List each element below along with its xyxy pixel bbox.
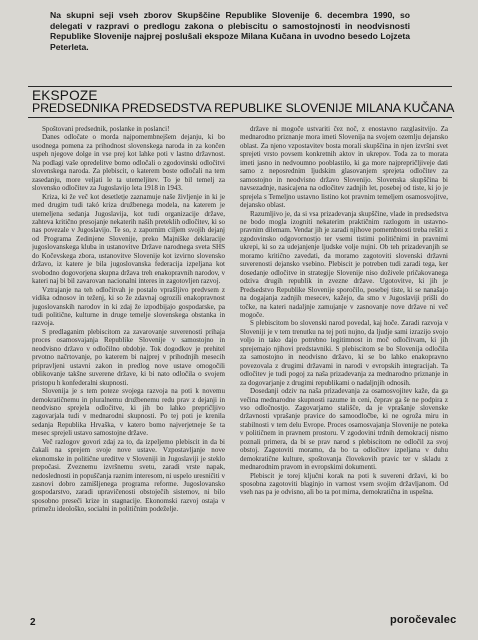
paragraph: Spoštovani predsednik, poslanke in poslanci! bbox=[42, 125, 170, 133]
heading-line-2: PREDSEDNIKA PREDSEDSTVA REPUBLIKE SLOVENIJE MILANA KUČANA bbox=[32, 101, 455, 115]
paragraph: Več razlogov govori zdaj za to, da izpeljemo plebiscit in da bi čakali na sprejem svoje nove ustave. Vzpostavljanje nove ekonomske in politične ureditve v Sloveniji in Jugoslaviji je steklo prepočasi. Zveznemu izvršnemu svetu, zaradi vrste napak, nedoslednosti in popuščanja raznim interesom, ni uspelo uresničiti v zasnovi dobro zamišljenega programa reforme. Jugoslovansko gospodarstvo, zaradi upravičenosti obstoječih sistemov, ni bilo sposobno preseči krize in stagnacije. Ekonomski razvoj ostaja v primežu ideološko, socialni in političnim podeželje. bbox=[32, 437, 225, 514]
paragraph: Plebiscit je torej ključni korak na poti k suvereni državi, ki bo sposobna zagotoviti blaginjo in varnost vsem svojim državljanom. Od vseh nas pa je odvisno, ali bo ta pot mirna, demokratična in uspešna. bbox=[240, 471, 448, 497]
left-column bbox=[32, 125, 225, 605]
paragraph: Vztrajanje na teh odločitvah je postalo vprašljivo predvsem z vidika odnosov in teženj, ki so že zdavnaj ogrozili enakopravnost jugoslovanskih narodov in ki zdaj že izpodbijajo gospodarske, pa tudi politične, kulturne in druge temelje slovenskega obstanka in razvoja. bbox=[32, 285, 225, 328]
paragraph: Dosedanji odziv na naša prizadevanja za osamosvojitev kaže, da ga večina mednarodne skupnosti razume in ceni, čeprav ga še ne podpira z vso odločnostjo. Zagovarjamo stališče, da je vprašanje slovenske državnosti vprašanje pravice do samoodločbe, ki ne ogroža miru in stabilnosti v tem delu Evrope. Proces osamosvajanja Slovenije ne poteka v političnem in pravnem prostoru. V zgodovini trdnih demokracij nismo poznali primera, da bi se prav narod s plebiscitom ne odločil za svoj obstoj. Zagotoviti moramo, da bo ta odločitev izpeljana v duhu demokratične kulture, spoštovanja človekovih pravic ter v skladu z mednarodnim pravom in evropskimi dokumenti. bbox=[240, 387, 448, 472]
paragraph: Razumljivo je, da si vsa prizadevanja skupščine, vlade in predsedstva ne bodo mogla izogniti nekaterim praktičnim razlogom in ustavno-pravnim dilemam. Vendar jih je zaradi njihove pomembnosti treba rešiti z zgodovinsko odgovornostjo ter vsemi tistimi političnimi in pravnimi ukrepi, ki so za udejanjenje ljudske volje nujni. Ob teh prizadevanjih se moramo kritično zavedati, da moramo zagotoviti slovenski državni suverenosti dejansko vsebino. Plebiscit je potreben tudi zaradi tega, ker dosedanje odločitve in strategije Slovenije niso doživele pričakovanega odziva drugih republik in zvezne države. Ugotovitve, ki jih je Predsedstvo Republike Slovenije sporočilo, posebej tiste, ki se nanašajo na dogajanja zadnjih mesecev, kažejo, da smo v Jugoslaviji prišli do točke, na kateri nadaljnje zamujanje v zasnovanje nove države ni več mogoče. bbox=[240, 209, 448, 319]
paragraph: države ni mogoče ustvariti čez noč, z enostavno razglasitvijo. Za mednarodno priznanje mora imeti Slovenija na svojem ozemlju dejansko oblast. Za njeno vzpostavitev bosta morali skupščina in njen izvršni svet sprejeti vrsto povsem konkretnih aktov in ukrepov. Toda za to morata imeti jasno in nedvoumno pooblastilo, ki ga more najprepričljiveje dati samo z neposrednim ljudskim glasovanjem sprejeta odločitev za samostojno in neodvisno državo Slovenijo. Slovenska skupščina bi navsezadnje, nasicajena na odločitev zadnjih let, posebej od tiste, ki jo je sprejela s Temeljno ustavno listino kot pravnim temeljem osamosvojitve, dejansko oblast. bbox=[240, 125, 448, 210]
paragraph: S plebiscitom bo slovenski narod povedal, kaj hoče. Zaradi razvoja v Sloveniji je v tem trenutku na tej poti nujno, da ljudje sami izrazijo svojo voljo in tako dajo potrebno legitimnost in moč odločitvam, ki jih sprejemajo njihovi predstavniki. S plebiscitom se bo Slovenija odločila za samostojno in neodvisno državo, ki se bo lahko enakopravno povezovala z drugimi državami in narodi v evropskih integracijah. Ta odločitev je tudi pogoj za naša prizadevanja za mednarodno priznanje in za dogovarjanje z drugimi republikami o nadaljnjih odnosih. bbox=[240, 319, 448, 387]
paragraph: Kriza, ki že več kot desetletje zaznamuje naše življenje in ki je med drugim tudi takó kriza družbenega modela, na katerem je utemeljena sedanja Jugoslavija, kot tudi organizacije države, zahteva kritično presojanje nekaterih naših preteklih odločitev, ki so nas povezale v Jugoslavijo. Te so, z zapornim ciljem svojih dejanj od Programa Zedinjene Slovenije, preko Majniške deklaracije jugoslovanskega kluba in ustanovitve Države narodnega sveta SHS do Kočevskega zbora, ustanovitve Slovenije kot izvirno slovensko državo, iz katere je bila jugoslovanska federacija izpeljana kot svobodno dogovorjena skupna država treh enakopravnih narodov, v kateri naj bi bil zavarovan nacionalni interes in zagotovljen razvoj. bbox=[32, 192, 225, 286]
page-number: 2 bbox=[30, 617, 36, 628]
publication-name: poročevalec bbox=[390, 614, 457, 626]
article-heading bbox=[32, 88, 455, 115]
right-column bbox=[240, 125, 448, 605]
paragraph: Danes odločate o morda najpomembnejšem dejanju, ki bo usodnega pomena za prihodnost slovenskega naroda in za končen uspeh njegove dolge in vse prej kot lahke poti v lastno državnost. Na podlagi vaše opredelitve bomo odločali o zgodovinski odločitvi slovenskega naroda. Za plebiscit, o katerem boste odločali na tem zasedanju, more veljati le ta utemeljitev. To je bil temelj za slovensko odločitev za Jugoslavijo leta 1918 in 1943. bbox=[32, 133, 225, 193]
intro-paragraph: Na skupni seji vseh zborov Skupščine Republike Slovenije 6. decembra 1990, so delegati v razpravi o predlogu zakona o plebiscitu o samostojnosti in neodvisnosti Republike Slovenije najprej poslušali ekspoze Milana Kučana in uvodno besedo Lojzeta Peterleta. bbox=[50, 10, 410, 52]
bottom-rule bbox=[28, 117, 452, 118]
paragraph: S predlaganim plebiscitom za zavarovanje suverenosti prihaja proces osamosvajanja Republike Slovenije v samostojno in neodvisno državo v odločilno obdobje. Tok dogodkov je prehitel prvotno načrtovanje, po katerem bi najprej v prihodnjih mesecih pripravljeni ustavni zakon in predlog nove ustave omogočili oblikovanje takšne suverene države, ki bi nato odločila o svojem pristopu h konfederalni skupnosti. bbox=[32, 327, 225, 387]
paragraph: Slovenija je s tem poteze svojega razvoja na poti k novemu demokratičnemu in pluralnemu družbenemu redu prav z dejanji in neodvisno sprejela odločitve, ki jih bo lahko prepričljivo zagovarjala tudi v mednarodni skupnosti. Po tej poti je krenila sedanja Republika Hrvaška, v katero bomo najverjetneje še ta mesec sprejeli ustavo samostojne države. bbox=[32, 387, 225, 438]
heading-line-1: EKSPOZE bbox=[32, 88, 98, 103]
